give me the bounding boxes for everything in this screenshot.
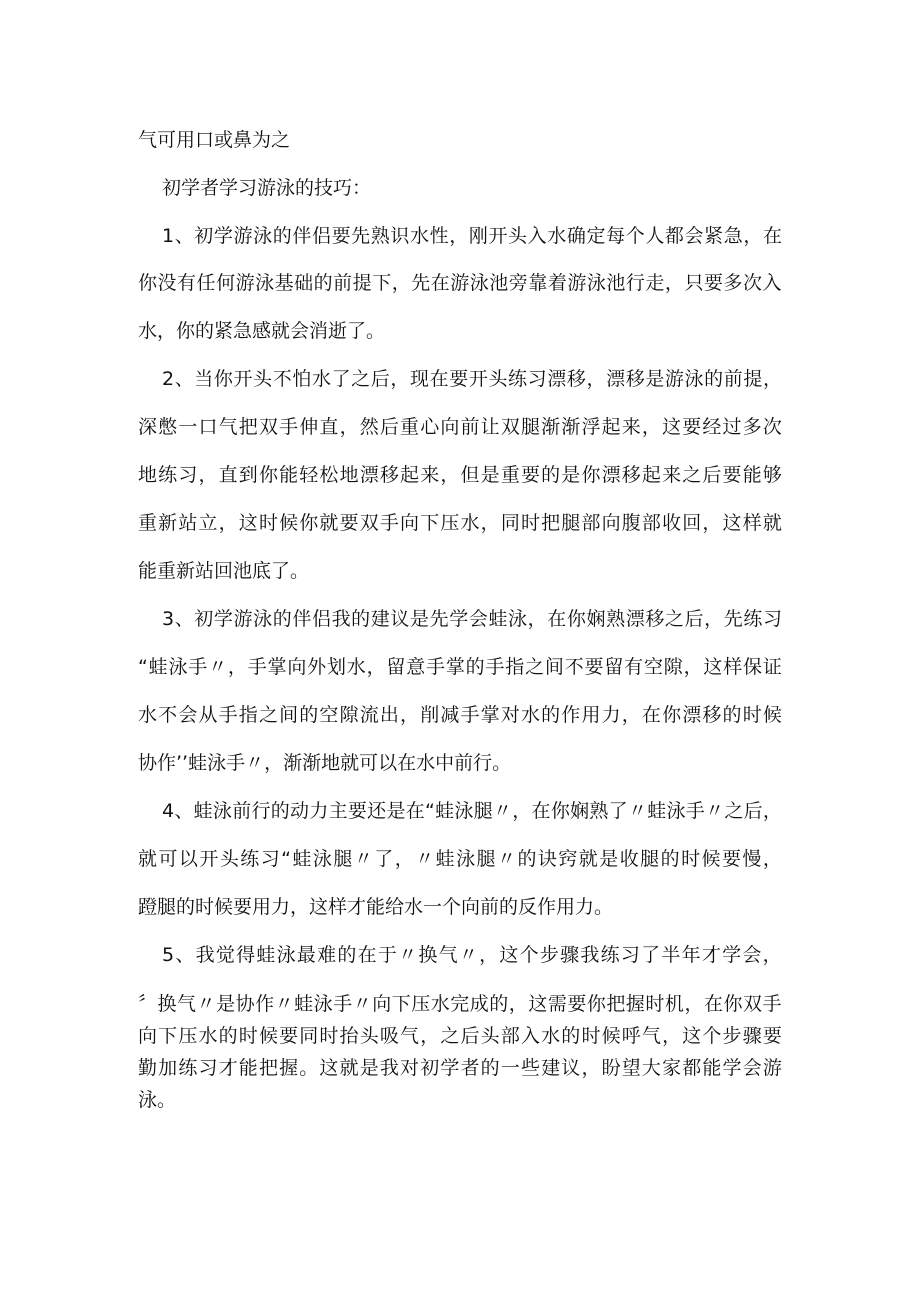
- text-line-item4-a: 4 、 蛙 泳 前 行 的 动 力 主 要 还 是 在 “ 蛙 泳 腿 〃 ， 在 你 娴 熟 了 〃 蛙 泳 手 〃 之 后 ，: [162, 800, 782, 822]
- section-heading: 初学者学习游泳的技巧：: [162, 177, 372, 199]
- text-line-item2-d: 重 新 站 立 ， 这 时 候 你 就 要 双 手 向 下 压 水 ， 同 时 把 腿 部 向 腹 部 收 回 ， 这 样 就: [138, 512, 782, 534]
- text-line-item5-e: 泳。: [138, 1089, 177, 1111]
- text-line-item2-e: 能重新站回池底了。: [138, 560, 310, 582]
- text-line-item5-a: 5 、 我 觉 得 蛙 泳 最 难 的 在 于 〃 换 气 〃 ， 这 个 步 骤 我 练 习 了 半 年 才 学 会 ，: [162, 944, 782, 966]
- text-line-item2-c: 地 练 习 ， 直 到 你 能 轻 松 地 漂 移 起 来 ， 但 是 重 要 的 是 你 漂 移 起 来 之 后 要 能 够: [138, 464, 782, 486]
- text-line-item5-d: 勤 加 练 习 才 能 把 握 。 这 就 是 我 对 初 学 者 的 一 些 建 议 ， 盼 望 大 家 都 能 学 会 游: [138, 1057, 782, 1079]
- text-line-item1-a: 1 、 初 学 游 泳 的 伴 侣 要 先 熟 识 水 性 ， 刚 开 头 入 水 确 定 每 个 人 都 会 紧 急 ， 在: [162, 225, 782, 247]
- text-line-item1-c: 水，你的紧急感就会消逝了。: [138, 320, 386, 342]
- text-line-item3-d: 协作’’蛙泳手〃，渐渐地就可以在水中前行。: [138, 752, 512, 774]
- text-line-item5-b: 〞 换 气 〃 是 协 作 〃 蛙 泳 手 〃 向 下 压 水 完 成 的 ， 这 需 要 你 把 握 时 机 ， 在 你 双 手: [138, 993, 782, 1015]
- text-line-item2-a: 2 、 当 你 开 头 不 怕 水 了 之 后 ， 现 在 要 开 头 练 习 漂 移 ， 漂 移 是 游 泳 的 前 提 ，: [162, 368, 782, 390]
- text-line-item5-c: 向 下 压 水 的 时 候 要 同 时 抬 头 吸 气 ， 之 后 头 部 入 水 的 时 候 呼 气 ， 这 个 步 骤 要: [138, 1025, 782, 1047]
- text-line-item1-b: 你 没 有 任 何 游 泳 基 础 的 前 提 下 ， 先 在 游 泳 池 旁 靠 着 游 泳 池 行 走 ， 只 要 多 次 入: [138, 272, 782, 294]
- text-line-1: 气可用口或鼻为之: [138, 129, 291, 151]
- text-line-item4-c: 蹬腿的时候要用力，这样才能给水一个向前的反作用力。: [138, 896, 614, 918]
- text-line-item4-b: 就 可 以 开 头 练 习 “ 蛙 泳 腿 〃 了 ， 〃 蛙 泳 腿 〃 的 诀 窍 就 是 收 腿 的 时 候 要 慢 ，: [138, 848, 782, 870]
- text-line-item3-a: 3 、 初 学 游 泳 的 伴 侣 我 的 建 议 是 先 学 会 蛙 泳 ， 在 你 娴 熟 漂 移 之 后 ， 先 练 习: [162, 608, 782, 630]
- text-line-item3-c: 水 不 会 从 手 指 之 间 的 空 隙 流 出 ， 削 减 手 掌 对 水 的 作 用 力 ， 在 你 漂 移 的 时 候: [138, 704, 782, 726]
- text-line-item3-b: “ 蛙 泳 手 〃 ， 手 掌 向 外 划 水 ， 留 意 手 掌 的 手 指 之 间 不 要 留 有 空 隙 ， 这 样 保 证: [138, 656, 782, 678]
- text-line-item2-b: 深 憋 一 口 气 把 双 手 伸 直 ， 然 后 重 心 向 前 让 双 腿 渐 渐 浮 起 来 ， 这 要 经 过 多 次: [138, 416, 782, 438]
